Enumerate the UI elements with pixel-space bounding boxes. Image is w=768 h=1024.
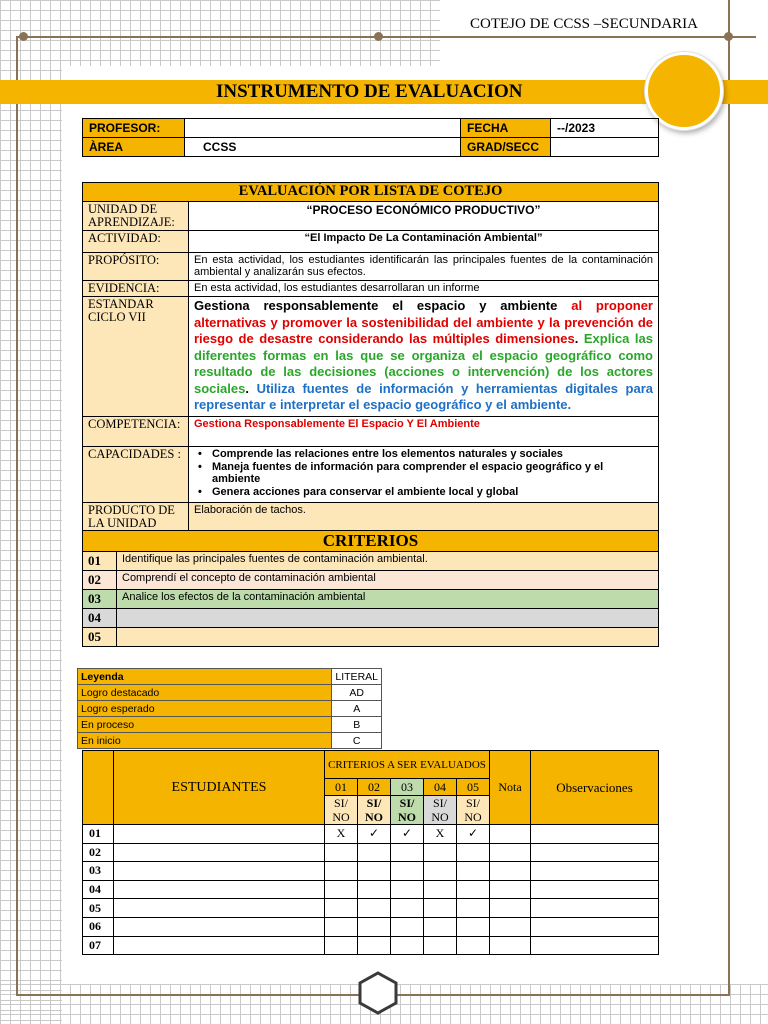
estandar-part-2: al proponer alternativas y promover la sostenibilidad del ambiente y la prevención de riesgo de desastre considerando las múltiples dimensiones: [194, 298, 653, 346]
evaluation-table: [82, 182, 659, 533]
nota-cell[interactable]: [490, 917, 531, 936]
estandar-part-4: Utiliza fuentes de información y herramientas digitales para representar e interpretar el espacio geográfico y el ambiente.: [194, 380, 653, 412]
criterio-text: Analice los efectos de la contaminación ambiental: [117, 590, 659, 609]
leyenda-value: AD: [332, 685, 382, 701]
mark-cell[interactable]: [424, 899, 457, 918]
table-row: [83, 862, 659, 881]
grad-label: GRAD/SECC: [461, 138, 551, 157]
mark-cell[interactable]: ✓: [358, 825, 391, 844]
mark-cell[interactable]: [424, 917, 457, 936]
sino-header: SI/ NO: [358, 796, 391, 825]
mark-cell[interactable]: [457, 862, 490, 881]
mark-cell[interactable]: [325, 899, 358, 918]
row-num: 05: [83, 899, 114, 918]
mark-cell[interactable]: ✓: [457, 825, 490, 844]
producto-label: PRODUCTO DE LA UNIDAD: [83, 503, 189, 533]
area-value: CCSS: [185, 138, 461, 157]
student-name-cell[interactable]: [114, 880, 325, 899]
observaciones-cell[interactable]: [531, 862, 659, 881]
leyenda-literal-header: LITERAL: [332, 669, 382, 685]
profesor-label: PROFESOR:: [83, 119, 185, 138]
row-num: 01: [83, 825, 114, 844]
evaluation-title: EVALUACIÓN POR LISTA DE COTEJO: [83, 183, 659, 202]
row-num: 04: [83, 880, 114, 899]
criterio-num: 04: [83, 609, 117, 628]
criterio-num: 03: [83, 590, 117, 609]
crit-num-header: 02: [358, 779, 391, 796]
criterio-num: 01: [83, 552, 117, 571]
observaciones-cell[interactable]: [531, 917, 659, 936]
mark-cell[interactable]: [358, 936, 391, 955]
student-name-cell[interactable]: [114, 936, 325, 955]
observaciones-cell[interactable]: [531, 880, 659, 899]
mark-cell[interactable]: [457, 880, 490, 899]
mark-cell[interactable]: [424, 936, 457, 955]
capacidad-item: • Maneja fuentes de información para comprender el espacio geográfico y el ambiente: [194, 461, 653, 486]
table-row: [83, 880, 659, 899]
estandar-value: Gestiona responsablemente el espacio y ambiente al proponer alternativas y promover la sostenibilidad del ambiente y la prevención de riesgo de desastre considerando las múltiples dimensiones. Explica las diferentes formas en las que se organiza el espacio geográfico como resultado de las decisiones (acciones o intervención) de los actores sociales. Utiliza fuentes de información y herramientas digitales para representar e interpretar el espacio geográfico y el ambiente.: [189, 297, 659, 417]
frame-line-top: [16, 36, 756, 38]
mark-cell[interactable]: [358, 843, 391, 862]
estandar-part-3: Explica las diferentes formas en las que se organiza el espacio geográfico como resultado de las decisiones (acciones o intervención) de los actores sociales: [194, 331, 653, 396]
observaciones-cell[interactable]: [531, 825, 659, 844]
actividad-value: “El Impacto De La Contaminación Ambiental”: [189, 231, 659, 253]
crit-num-header: 03: [391, 779, 424, 796]
mark-cell[interactable]: [457, 917, 490, 936]
student-name-cell[interactable]: [114, 899, 325, 918]
sino-header: SI/ NO: [391, 796, 424, 825]
fecha-value: --/2023: [551, 119, 659, 138]
mark-cell[interactable]: [457, 936, 490, 955]
estudiantes-header: ESTUDIANTES: [114, 751, 325, 825]
sino-header: SI/ NO: [325, 796, 358, 825]
actividad-label: ACTIVIDAD:: [83, 231, 189, 253]
row-num: 02: [83, 843, 114, 862]
unidad-label: UNIDAD DE APRENDIZAJE:: [83, 202, 189, 231]
mark-cell[interactable]: [358, 899, 391, 918]
student-name-cell[interactable]: [114, 843, 325, 862]
observaciones-cell[interactable]: [531, 936, 659, 955]
leyenda-label: En inicio: [78, 733, 332, 749]
mark-cell[interactable]: [325, 936, 358, 955]
criterio-num: 05: [83, 628, 117, 647]
criterios-evaluados-header: CRITERIOS A SER EVALUADOS: [325, 751, 490, 779]
mark-cell[interactable]: [325, 862, 358, 881]
leyenda-value: C: [332, 733, 382, 749]
mark-cell[interactable]: [424, 862, 457, 881]
fecha-label: FECHA: [461, 119, 551, 138]
unidad-value: “PROCESO ECONÓMICO PRODUCTIVO”: [189, 202, 659, 231]
observaciones-cell[interactable]: [531, 843, 659, 862]
table-row: [83, 936, 659, 955]
criterios-title: CRITERIOS: [83, 531, 659, 552]
mark-cell[interactable]: [391, 936, 424, 955]
mark-cell[interactable]: [391, 917, 424, 936]
mark-cell[interactable]: X: [424, 825, 457, 844]
nota-cell[interactable]: [490, 936, 531, 955]
doc-title: COTEJO DE CCSS –SECUNDARIA: [470, 16, 698, 32]
competencia-value: Gestiona Responsablemente El Espacio Y El Ambiente: [189, 417, 659, 447]
mark-cell[interactable]: [325, 843, 358, 862]
crit-num-header: 01: [325, 779, 358, 796]
proposito-label: PROPÓSITO:: [83, 253, 189, 281]
profesor-value: [185, 119, 461, 138]
mark-cell[interactable]: [391, 843, 424, 862]
proposito-value: En esta actividad, los estudiantes identificarán las principales fuentes de la contaminación ambiental y analizarán sus efectos.: [189, 253, 659, 281]
nota-cell[interactable]: [490, 862, 531, 881]
mark-cell[interactable]: [457, 843, 490, 862]
capacidades-list: [189, 447, 659, 503]
mark-cell[interactable]: [457, 899, 490, 918]
mark-cell[interactable]: [391, 862, 424, 881]
frame-line-left: [16, 36, 18, 996]
evidencia-value: En esta actividad, los estudiantes desarrollaran un informe: [189, 281, 659, 297]
competencia-label: COMPETENCIA:: [83, 417, 189, 447]
nota-cell[interactable]: [490, 843, 531, 862]
observaciones-header: Observaciones: [531, 751, 659, 825]
students-table: [82, 750, 659, 955]
leyenda-title: Leyenda: [78, 669, 332, 685]
nota-cell[interactable]: [490, 880, 531, 899]
capacidad-item: • Genera acciones para conservar el ambiente local y global: [194, 486, 653, 499]
mark-cell[interactable]: [391, 899, 424, 918]
mark-cell[interactable]: [358, 917, 391, 936]
student-name-cell[interactable]: [114, 825, 325, 844]
mark-cell[interactable]: [424, 843, 457, 862]
table-row: [83, 917, 659, 936]
leyenda-table: [77, 668, 382, 749]
mark-cell[interactable]: ✓: [391, 825, 424, 844]
row-num: 06: [83, 917, 114, 936]
sino-header: SI/ NO: [424, 796, 457, 825]
capacidad-item: • Comprende las relaciones entre los elementos naturales y sociales: [194, 448, 653, 461]
crit-num-header: 04: [424, 779, 457, 796]
row-num: 07: [83, 936, 114, 955]
criterio-text: [117, 609, 659, 628]
mark-cell[interactable]: [325, 917, 358, 936]
sino-header: SI/ NO: [457, 796, 490, 825]
main-title: INSTRUMENTO DE EVALUACION: [216, 81, 523, 102]
area-label: ÀREA: [83, 138, 185, 157]
evidencia-label: EVIDENCIA:: [83, 281, 189, 297]
nota-cell[interactable]: [490, 899, 531, 918]
criterios-table: [82, 530, 659, 647]
frame-dot: [374, 32, 383, 41]
frame-dot: [724, 32, 733, 41]
mark-cell[interactable]: [325, 880, 358, 899]
nota-cell[interactable]: [490, 825, 531, 844]
criterio-text: Identifique las principales fuentes de contaminación ambiental.: [117, 552, 659, 571]
leyenda-label: Logro esperado: [78, 701, 332, 717]
info-table: [82, 118, 659, 157]
criterio-text: [117, 628, 659, 647]
estandar-part-1: Gestiona responsablemente el espacio y ambiente: [194, 298, 558, 313]
grad-value: [551, 138, 659, 157]
table-row: [83, 843, 659, 862]
leyenda-label: En proceso: [78, 717, 332, 733]
hexagon-icon: [355, 970, 401, 1016]
mark-cell[interactable]: [424, 880, 457, 899]
table-row: [83, 899, 659, 918]
crit-num-header: 05: [457, 779, 490, 796]
mark-cell[interactable]: [391, 880, 424, 899]
criterio-num: 02: [83, 571, 117, 590]
frame-line-right: [728, 0, 730, 996]
leyenda-value: A: [332, 701, 382, 717]
producto-value: Elaboración de tachos.: [189, 503, 659, 533]
nota-header: Nota: [490, 751, 531, 825]
estandar-label: ESTANDAR CICLO VII: [83, 297, 189, 417]
observaciones-cell[interactable]: [531, 899, 659, 918]
student-name-cell[interactable]: [114, 917, 325, 936]
mark-cell[interactable]: [358, 862, 391, 881]
capacidades-label: CAPACIDADES :: [83, 447, 189, 503]
mark-cell[interactable]: [358, 880, 391, 899]
criterio-text: Comprendí el concepto de contaminación ambiental: [117, 571, 659, 590]
student-name-cell[interactable]: [114, 862, 325, 881]
row-num: 03: [83, 862, 114, 881]
mark-cell[interactable]: X: [325, 825, 358, 844]
grid-background-left: [0, 0, 62, 1024]
num-header: [83, 751, 114, 825]
leyenda-label: Logro destacado: [78, 685, 332, 701]
leyenda-value: B: [332, 717, 382, 733]
frame-dot: [19, 32, 28, 41]
table-row: [83, 825, 659, 844]
